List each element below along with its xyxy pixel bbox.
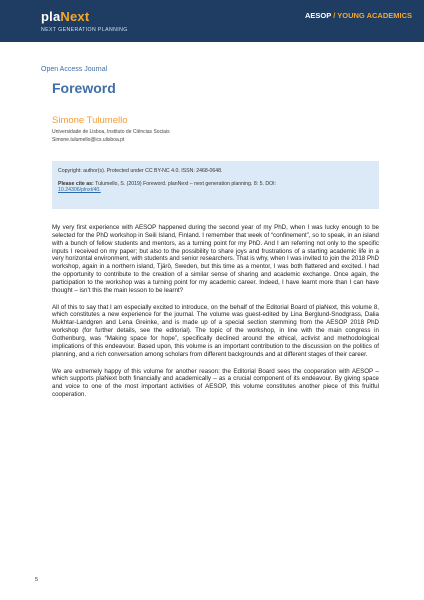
cite-as-label: Please cite as:: [58, 180, 94, 187]
journal-logo: [41, 9, 89, 24]
citation-box: [52, 161, 379, 209]
logo-text-part1: pla: [41, 9, 61, 24]
cite-as-line: [58, 181, 379, 194]
author-affiliation: Universidade de Lisboa, Instituto de Ciências Sociais: [52, 129, 170, 135]
logo-subtitle: NEXT GENERATION PLANNING: [41, 27, 128, 33]
logo-text-part2: Next: [60, 9, 90, 24]
body-paragraph: We are extremely happy of this volume for another reason: the Editorial Board sees the cooperation with AESOP – which supports plaNext both financially and academically – as a crucial component of its endeavour. By giving space and voice to one of the most important activities of AESOP, this volume constitutes another piece of this fruitful cooperation.: [52, 367, 379, 399]
author-name: Simone Tulumello: [52, 115, 128, 126]
body-paragraph: My very first experience with AESOP happened during the second year of my PhD, when I was lucky enough to be selected for the PhD workshop in Seili Island, Finland. I remember that week of “confinement”, so to speak, in an island with a bunch of fellow students and mentors, as a turning point for my PhD. And I am referring not only to the specific inputs I received on my paper; but also to the possibility to share joys and frustrations of a starting academic life in a very horizontal environment, with students and senior researchers. That is why, when I was invited to join the 2018 PhD workshop, again in a northern island, Tjärö, Sweden, but this time as a mentor, I was both flattered and excited. I had the opportunity to contribute to the creation of a similar sense of sharing and academic exchange. Once again, the participation to the workshop was a turning point for my academic career. Indeed, I have learnt more than I can have thought – isn’t this the main lesson to be learnt?: [52, 224, 379, 294]
page-title: Foreword: [52, 80, 116, 96]
association-group: YOUNG ACADEMICS: [337, 11, 412, 20]
association-separator: /: [331, 11, 338, 20]
journal-type-label: Open Access Journal: [41, 66, 108, 73]
body-paragraph: All of this to say that I am especially excited to introduce, on the behalf of the Editorial Board of plaNext, this volume 8, which constitutes a new experience for the journal. The volume was guest-edited by Lina Berglund-Snodgrass, Dalia Mukhtar-Landgren and Lena Greinke, and is made up of a special section stemming from the AESOP 2018 PhD workshop (for further details, see the editorial). The topic of the workshop, in line with the main congress in Gothenburg, was “Making space for hope”, specifically declined around the ethical, activist and methodological implications of this endeavour. Based upon, this volume is an important contribution to the discussion on the politics of planning, and a rich conversation among scholars from different backgrounds and at different stages of their career.: [52, 303, 379, 358]
cite-as-text: Tulumello, S. (2019) Foreword. planNext – next generation planning. 8: 5. DOI:: [95, 180, 277, 187]
association-name: AESOP: [305, 11, 332, 20]
page-number: 5: [35, 577, 39, 583]
article-body: [52, 224, 379, 408]
journal-header-banner: [0, 0, 424, 42]
doi-link[interactable]: 10.24306/plnxt/40.: [58, 187, 101, 194]
copyright-notice: Copyright: author(s). Protected under CC BY-NC 4.0. ISSN: 2468-0648.: [58, 168, 223, 174]
association-label: [305, 11, 412, 20]
author-email[interactable]: Simone.tulumello@ics.ulisboa.pt: [52, 137, 125, 143]
